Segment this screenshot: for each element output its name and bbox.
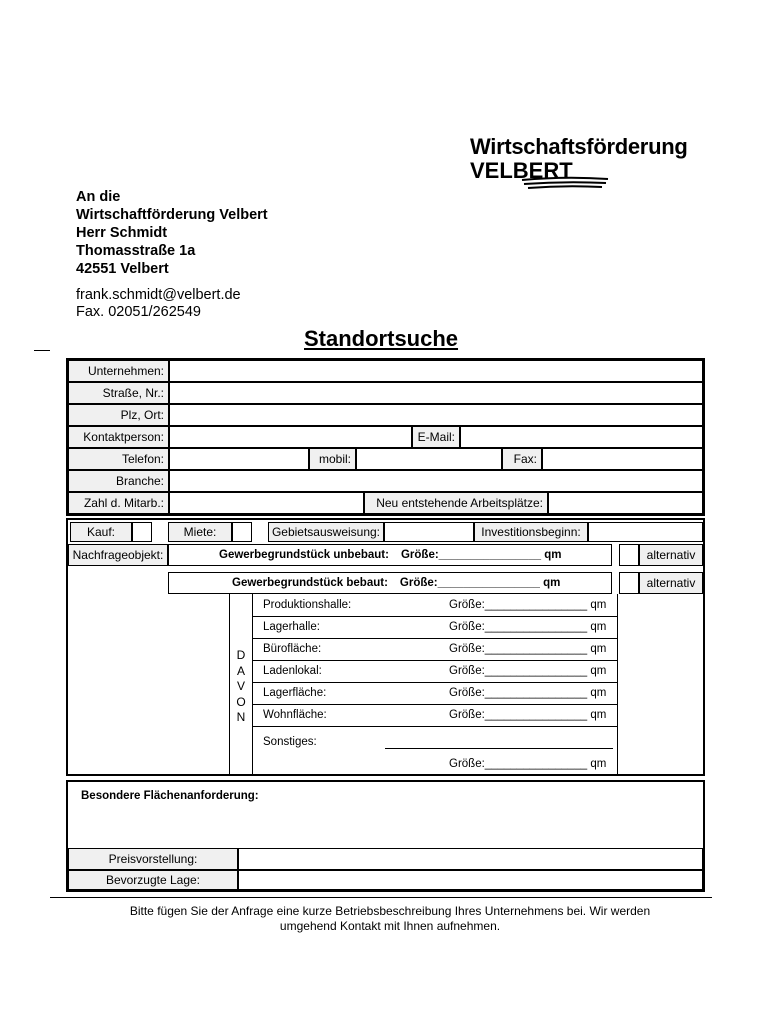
telefon-label: Telefon: [68,448,169,470]
davon-row-size: Größe:________________ qm [449,621,607,633]
special-section [66,780,705,892]
preis-label: Preisvorstellung: [68,848,238,870]
neu-label: Neu entstehende Arbeitsplätze: [364,492,548,514]
demand-section [66,518,705,776]
unbebaut-label: Gewerbegrundstück unbebaut: [219,549,389,561]
unbebaut-checkbox[interactable] [619,544,639,566]
email-field[interactable] [460,426,703,448]
branche-label: Branche: [68,470,169,492]
davon-vertical-label [231,648,251,726]
sonstiges-line [385,748,613,749]
davon-row-label: Bürofläche: [263,643,322,655]
davon-row[interactable] [253,660,618,683]
davon-row[interactable] [253,682,618,705]
davon-row-label: Lagerfläche: [263,687,327,699]
davon-right-border [617,594,618,726]
preis-field[interactable] [238,848,703,870]
miete-label: Miete: [168,522,232,542]
davon-column [230,594,253,774]
davon-row-size: Größe:________________ qm [449,665,607,677]
telefon-field[interactable] [169,448,309,470]
fold-mark [34,350,50,351]
bebaut-row [168,572,612,594]
davon-letter: A [236,663,245,678]
davon-row-label: Ladenlokal: [263,665,322,677]
gebiet-field[interactable] [384,522,474,542]
bebaut-label: Gewerbegrundstück bebaut: [232,577,388,589]
contact-info [76,287,241,321]
davon-row[interactable] [253,704,618,727]
bebaut-checkbox[interactable] [619,572,639,594]
special-field[interactable] [81,808,691,846]
mitarb-label: Zahl d. Mitarb.: [68,492,169,514]
davon-row-size: Größe:________________ qm [449,599,607,611]
davon-row-size: Größe:________________ qm [449,643,607,655]
davon-letter: O [236,694,246,709]
invest-label: Investitionsbeginn: [474,522,588,542]
davon-letter: D [236,648,246,662]
mobil-field[interactable] [356,448,502,470]
sonstiges-size: Größe:________________ qm [449,758,607,770]
fax-label: Fax: [502,448,542,470]
miete-checkbox[interactable] [232,522,252,542]
address-line: Wirtschaftförderung Velbert [76,207,268,223]
kauf-label: Kauf: [70,522,132,542]
davon-row-size: Größe:________________ qm [449,687,607,699]
email-label: E-Mail: [412,426,460,448]
logo-line1: Wirtschaftsförderung [470,134,688,159]
gebiet-label: Gebietsausweisung: [268,522,384,542]
davon-row-label: Wohnfläche: [263,709,327,721]
nachfrage-label: Nachfrageobjekt: [68,544,168,566]
neu-field[interactable] [548,492,703,514]
branche-field[interactable] [169,470,703,492]
mitarb-field[interactable] [169,492,364,514]
sonstiges-row[interactable] [253,726,618,774]
recipient-address [76,188,268,278]
davon-letter: N [236,710,246,724]
davon-table [229,594,618,774]
davon-row[interactable] [253,616,618,639]
address-line: An die [76,189,121,205]
davon-row-size: Größe:________________ qm [449,709,607,721]
davon-letter: V [236,679,245,693]
unternehmen-field[interactable] [169,360,703,382]
address-line: Thomasstraße 1a [76,243,196,259]
alternativ-label: alternativ [639,544,703,566]
plz-field[interactable] [169,404,703,426]
unbebaut-row [168,544,612,566]
alternativ-label: alternativ [639,572,703,594]
special-title: Besondere Flächenanforderung: [81,790,259,802]
mobil-label: mobil: [309,448,356,470]
logo-line2: VELBERT [470,158,573,183]
sonstiges-label: Sonstiges: [263,736,317,748]
footer-divider [50,897,712,898]
unternehmen-label: Unternehmen: [68,360,169,382]
contact-fax: Fax. 02051/262549 [76,304,201,320]
kontakt-field[interactable] [169,426,412,448]
lage-field[interactable] [238,870,703,890]
bebaut-size: Größe:________________ qm [399,577,561,589]
contact-email[interactable]: frank.schmidt@velbert.de [76,287,241,303]
plz-label: Plz, Ort: [68,404,169,426]
lage-label: Bevorzugte Lage: [68,870,238,890]
kauf-checkbox[interactable] [132,522,152,542]
footer-note: Bitte fügen Sie der Anfrage eine kurze Betriebsbeschreibung Ihres Unternehmens bei. Wir werden umgehend Kontakt mit Ihnen aufnehmen. [129,904,651,933]
logo-swoosh-icon [520,176,610,192]
davon-row[interactable] [253,638,618,661]
page-title: Standortsuche [304,326,459,351]
strasse-field[interactable] [169,382,703,404]
unbebaut-size: Größe:________________ qm [400,549,562,561]
fax-field[interactable] [542,448,703,470]
strasse-label: Straße, Nr.: [68,382,169,404]
davon-row-label: Lagerhalle: [263,621,320,633]
company-section [66,358,705,516]
kontakt-label: Kontaktperson: [68,426,169,448]
address-line: Herr Schmidt [76,225,168,241]
davon-row[interactable] [253,594,618,617]
invest-field[interactable] [588,522,703,542]
address-line: 42551 Velbert [76,261,169,277]
davon-row-label: Produktionshalle: [263,599,352,611]
